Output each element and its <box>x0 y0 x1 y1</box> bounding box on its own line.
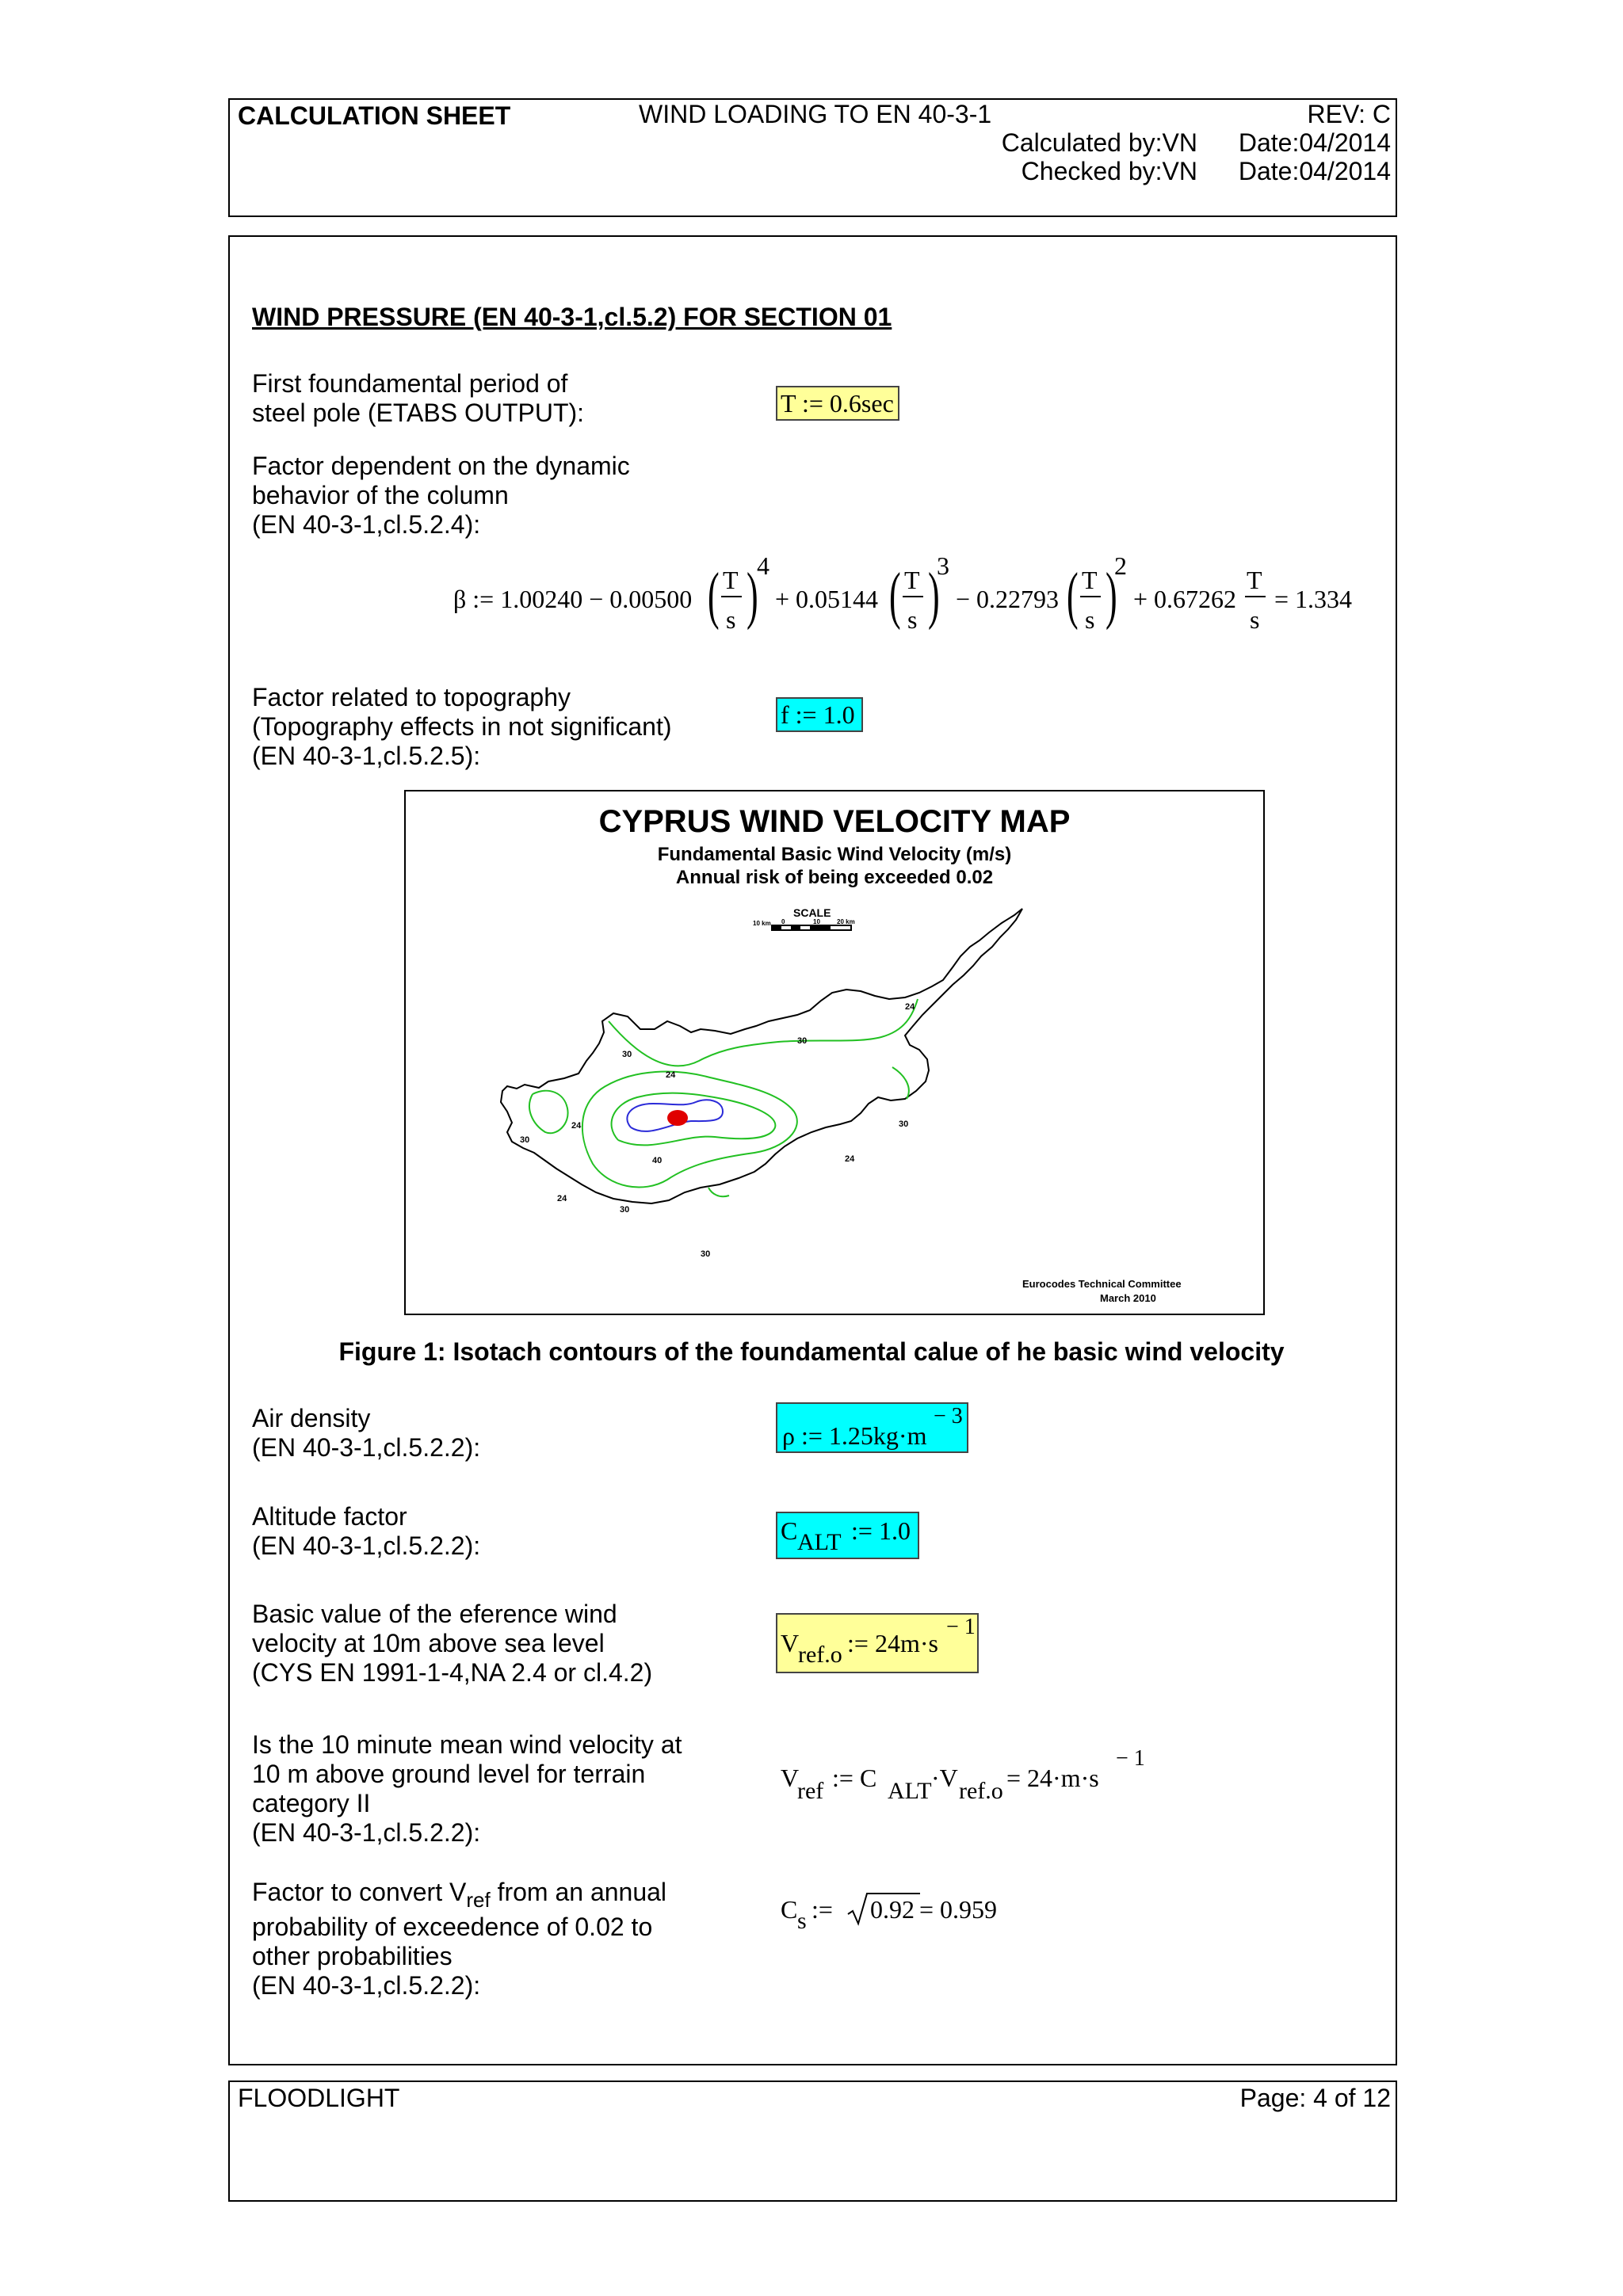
vref0-label-1: Basic value of the eference wind <box>252 1600 617 1628</box>
beta-coef-3: + 0.67262 <box>1133 585 1237 613</box>
header-box <box>228 98 1397 217</box>
document-title: WIND LOADING TO EN 40-3-1 <box>639 100 992 128</box>
beta-label-3: (EN 40-3-1,cl.5.2.4): <box>252 510 481 539</box>
scale-right: 20 km <box>837 918 855 925</box>
beta-lhs: β := 1.00240 − 0.00500 <box>453 585 693 613</box>
beta-coef-1: + 0.05144 <box>775 585 879 613</box>
map-drawing <box>406 791 1263 1314</box>
frac-bar-1 <box>721 596 742 597</box>
cs-radicand: 0.92 <box>870 1895 915 1924</box>
period-label-2: steel pole (ETABS OUTPUT): <box>252 399 585 427</box>
vref-label-3: category II <box>252 1789 371 1817</box>
vref-label-2: 10 m above ground level for terrain <box>252 1760 646 1788</box>
scale-mid-1: 0 <box>781 918 785 925</box>
project-name: FLOODLIGHT <box>238 2084 400 2112</box>
topo-value-box <box>776 697 863 732</box>
alt-subscript: ALT <box>797 1529 842 1555</box>
map-credit-1: Eurocodes Technical Committee <box>1022 1278 1182 1290</box>
vref-v2-sub: ref.o <box>959 1778 1003 1804</box>
revision: REV: C <box>1307 100 1391 128</box>
vref0-label-2: velocity at 10m above sea level <box>252 1629 605 1657</box>
alt-label-2: (EN 40-3-1,cl.5.2.2): <box>252 1531 481 1560</box>
contour-label-30-south: 30 <box>701 1249 711 1259</box>
period-value: T := 0.6sec <box>781 389 894 418</box>
contour-label-40: 40 <box>652 1156 663 1165</box>
beta-label-1: Factor dependent on the dynamic <box>252 452 630 480</box>
cs-label-1-sub: ref <box>466 1888 491 1912</box>
frac-den-1: s <box>726 605 736 634</box>
calculated-by: Calculated by:VN <box>1001 128 1197 157</box>
paren-open-3: ( <box>1066 561 1079 631</box>
alt-value: := 1.0 <box>851 1516 911 1545</box>
contour-label-24-ne: 24 <box>905 1002 915 1012</box>
calculated-date: Date:04/2014 <box>1238 128 1391 157</box>
vref-assign: := C <box>832 1764 877 1792</box>
frac-bar-2 <box>903 596 923 597</box>
contour-label-30-east: 30 <box>899 1119 909 1129</box>
period-label-1: First foundamental period of <box>252 369 568 398</box>
frac-bar-4 <box>1245 596 1266 597</box>
contour-label-30-sw: 30 <box>620 1205 630 1215</box>
vref-v-sub: ref <box>797 1778 824 1804</box>
cs-label-2: probability of exceedence of 0.02 to <box>252 1913 653 1941</box>
map-subtitle-1: Fundamental Basic Wind Velocity (m/s) <box>657 844 1012 865</box>
exp-4: 4 <box>757 551 769 580</box>
contour-label-30-nw: 30 <box>622 1050 632 1059</box>
beta-result: = 1.334 <box>1274 585 1353 613</box>
topo-label-1: Factor related to topography <box>252 683 571 711</box>
section-heading: WIND PRESSURE (EN 40-3-1,cl.5.2) FOR SECTION 01 <box>252 303 892 331</box>
scale-left: 10 km <box>753 920 771 927</box>
scale-label: SCALE <box>793 906 831 919</box>
alt-label-1: Altitude factor <box>252 1502 407 1531</box>
page-number: Page: 4 of 12 <box>1239 2084 1391 2112</box>
vref0-label-3: (CYS EN 1991-1-4,NA 2.4 or cl.4.2) <box>252 1658 653 1687</box>
paren-close-3: ) <box>1105 561 1117 631</box>
cs-label-3: other probabilities <box>252 1942 453 1970</box>
air-label-1: Air density <box>252 1404 371 1432</box>
cyprus-coastline <box>501 909 1022 1203</box>
vref-label-1: Is the 10 minute mean wind velocity at <box>252 1730 682 1759</box>
vref0-value: := 24m·s <box>847 1629 938 1657</box>
vref0-subscript: ref.o <box>798 1642 842 1668</box>
contour-label-30-west: 30 <box>520 1135 530 1145</box>
scale-bar <box>772 925 851 930</box>
period-value-box <box>776 386 899 421</box>
topo-label-3: (EN 40-3-1,cl.5.2.5): <box>252 742 481 770</box>
contour-label-24-west: 24 <box>571 1121 582 1131</box>
vref-label-4: (EN 40-3-1,cl.5.2.2): <box>252 1818 481 1847</box>
contour-label-24-north: 24 <box>666 1070 676 1080</box>
vref0-symbol: V <box>781 1629 800 1657</box>
topo-label-2: (Topography effects in not significant) <box>252 712 672 741</box>
frac-num-4: T <box>1247 566 1262 594</box>
topo-value: f := 1.0 <box>781 700 855 729</box>
paren-open-2: ( <box>888 561 901 631</box>
scale-mid-2: 10 <box>813 918 820 925</box>
vref-result: = 24·m·s <box>1006 1764 1099 1792</box>
footer-box <box>228 2081 1397 2202</box>
isotach-30-south <box>708 1188 729 1196</box>
cs-label-1 <box>252 1878 666 1915</box>
cs-label-4: (EN 40-3-1,cl.5.2.2): <box>252 1971 481 2000</box>
map-credit-2: March 2010 <box>1100 1292 1156 1304</box>
frac-num-3: T <box>1082 566 1098 594</box>
figure-caption: Figure 1: Isotach contours of the foundamental calue of he basic wind velocity <box>338 1337 1285 1366</box>
frac-den-2: s <box>907 605 918 634</box>
frac-num-1: T <box>723 566 739 594</box>
vref-c-sub: ALT <box>888 1778 932 1804</box>
paren-close-1: ) <box>746 561 758 631</box>
cs-label-1a: Factor to convert V <box>252 1878 467 1906</box>
wind-map-figure <box>404 790 1265 1315</box>
vref-dot-v: ·V <box>931 1764 958 1792</box>
contour-label-24-sw: 24 <box>557 1194 567 1203</box>
exp-2: 2 <box>1114 551 1127 580</box>
air-exponent: − 3 <box>934 1404 963 1428</box>
contour-label-30-north: 30 <box>797 1036 808 1046</box>
map-subtitle-2: Annual risk of being exceeded 0.02 <box>675 867 994 888</box>
checked-date: Date:04/2014 <box>1238 157 1391 185</box>
alt-symbol: C <box>781 1516 798 1545</box>
cs-result: = 0.959 <box>919 1895 998 1924</box>
vref-exponent: − 1 <box>1116 1746 1145 1771</box>
air-value: ρ := 1.25kg·m <box>782 1421 927 1450</box>
air-label-2: (EN 40-3-1,cl.5.2.2): <box>252 1433 481 1462</box>
checked-by: Checked by:VN <box>1021 157 1197 185</box>
sqrt-overbar <box>869 1893 920 1894</box>
paren-close-2: ) <box>927 561 940 631</box>
cs-label-1b: from an annual <box>490 1878 667 1906</box>
maximum-velocity-zone <box>667 1110 688 1126</box>
cs-symbol: C <box>781 1895 798 1924</box>
frac-num-2: T <box>904 566 920 594</box>
sheet-label: CALCULATION SHEET <box>238 101 511 130</box>
cs-subscript: s <box>797 1908 807 1934</box>
contour-label-24-south: 24 <box>845 1154 855 1164</box>
sqrt-sign <box>846 1892 870 1927</box>
map-title: CYPRUS WIND VELOCITY MAP <box>598 804 1071 839</box>
frac-bar-3 <box>1080 596 1101 597</box>
frac-den-4: s <box>1250 605 1260 634</box>
exp-3: 3 <box>937 551 949 580</box>
vref0-exponent: − 1 <box>946 1615 976 1639</box>
frac-den-3: s <box>1085 605 1095 634</box>
beta-coef-2: − 0.22793 <box>956 585 1060 613</box>
beta-label-2: behavior of the column <box>252 481 509 509</box>
paren-open-1: ( <box>707 561 720 631</box>
vref-v: V <box>781 1764 800 1792</box>
cs-assign: := <box>812 1895 833 1924</box>
